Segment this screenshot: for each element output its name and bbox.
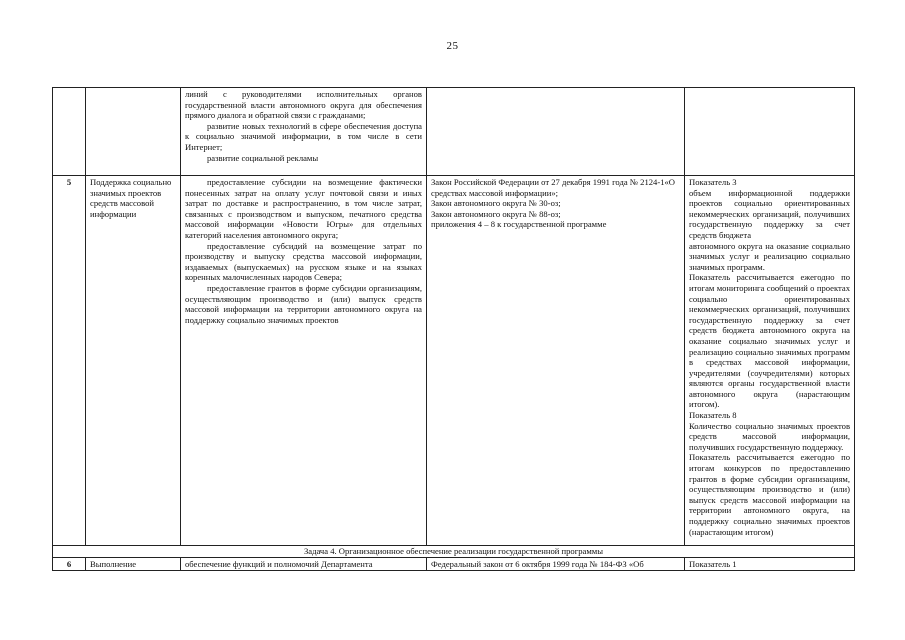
indicator-label: Показатель 3 xyxy=(689,177,737,187)
activity-paragraph: линий с руководителями исполнительных органов государственной власти автономного округа для обеспечения прямого диалога и обратной связи с гражданами; xyxy=(185,89,422,121)
row-laws-cell xyxy=(427,557,685,570)
indicator-text: объем информационной поддержки проектов социально ориентированных некоммерческих организаций, получивших государственную поддержку за счет средств бюджета xyxy=(689,187,850,240)
law-reference: Закон Российской Федерации от 27 декабря 1991 года № 2124-1«О средствах массовой информации»; xyxy=(431,177,676,198)
indicator-text: автономного округа на оказание социально значимых услуг и реализацию социально значимых программ. xyxy=(689,240,850,272)
row-indicators-cell xyxy=(685,557,855,570)
row-activities-cell xyxy=(181,88,427,176)
row-activities-cell xyxy=(181,557,427,570)
law-reference: Закон автономного округа № 30-оз; xyxy=(431,198,561,209)
indicator-text: Количество социально значимых проектов средств массовой информации, получивших государственную поддержку. xyxy=(689,420,850,452)
table-row-5 xyxy=(53,176,855,546)
table-row-6 xyxy=(53,557,855,570)
table-row-continuation xyxy=(53,88,855,176)
row-name-cell: Выполнение xyxy=(86,557,181,570)
activity-paragraph: развитие социальной рекламы xyxy=(207,152,319,163)
task-heading-row xyxy=(53,546,855,558)
row-laws-cell xyxy=(427,176,685,546)
row-indicators-cell xyxy=(685,88,855,176)
activity-paragraph: развитие новых технологий в сфере обеспечения доступа к социально значимой информации, в том числе в сети Интернет; xyxy=(185,120,422,152)
program-table xyxy=(52,87,855,571)
indicator-text: Показатель рассчитывается ежегодно по итогам конкурсов по предоставлению грантов в форме субсидии организациям, осуществляющим производство и (или) выпуск средств массовой информации на территории автономного округа, на поддержку социально значимых проектов (нарастающим итогом) xyxy=(689,452,850,537)
law-reference: Федеральный закон от 6 октября 1999 года № 184-ФЗ «Об xyxy=(431,558,644,569)
indicator-label: Показатель 8 xyxy=(689,410,737,421)
law-reference: Закон автономного округа № 88-оз; xyxy=(431,208,561,219)
row-activities-cell xyxy=(181,176,427,546)
row-laws-cell xyxy=(427,88,685,176)
page-number: 25 xyxy=(446,40,459,52)
row-name-cell xyxy=(86,88,181,176)
row-indicators-cell xyxy=(685,176,855,546)
row-number-cell: 6 xyxy=(53,557,86,570)
activity-paragraph: предоставление субсидии на возмещение фактически понесенных затрат на оплату услуг почтовой связи и иных затрат по доставке и распространению, в том числе затрат, связанных с производством и выпуском, печатного средства массовой информации «Новости Югры» для отдельных категорий населения автономного округа; xyxy=(185,177,422,240)
task-heading: Задача 4. Организационное обеспечение реализации государственной программы xyxy=(53,546,855,558)
row-name-cell: Поддержка социально значимых проектов средств массовой информации xyxy=(86,176,181,546)
row-number-cell xyxy=(53,88,86,176)
row-number-cell: 5 xyxy=(53,176,86,546)
law-reference: приложения 4 – 8 к государственной программе xyxy=(431,219,607,230)
indicator-text: Показатель рассчитывается ежегодно по итогам мониторинга сообщений о проектах социально ориентированных некоммерческих организаций, получивших государственную поддержку за счет средств бюджета автономного округа на оказание социально значимых услуг и реализацию социально значимых программ в средствах массовой информации, учредителями (соучредителями) которых являются органы государственной власти автономного округа (нарастающим итогом). xyxy=(689,272,850,410)
activity-paragraph: предоставление грантов в форме субсидии организациям, осуществляющим производство и (или) выпуск средств массовой информации на территории автономного округа на поддержку социально значимых проектов xyxy=(185,282,422,325)
activity-paragraph: обеспечение функций и полномочий Департамента xyxy=(185,558,373,569)
indicator-label: Показатель 1 xyxy=(689,558,737,569)
activity-paragraph: предоставление субсидий на возмещение затрат по производству и выпуску средства массовой информации, издаваемых (выпускаемых) на русском языке и на языках коренных малочисленных народов Севера; xyxy=(185,240,422,283)
